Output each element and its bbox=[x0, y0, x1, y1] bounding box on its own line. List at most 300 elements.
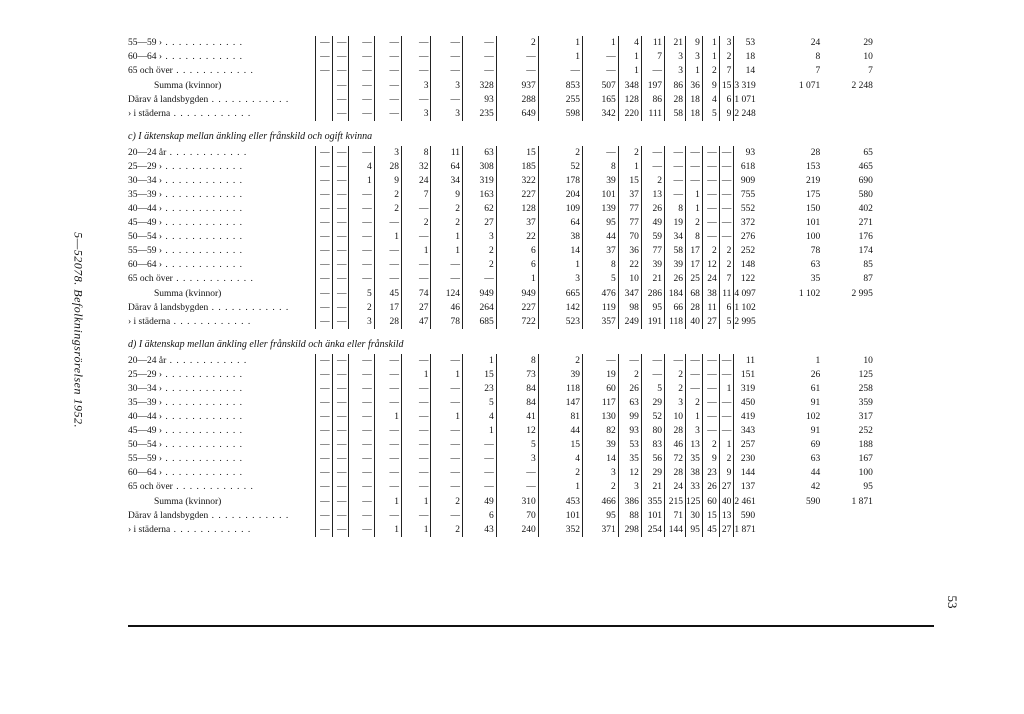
table-cell: 64 bbox=[538, 216, 582, 230]
table-cell: — bbox=[349, 272, 374, 286]
table-cell: 7 bbox=[719, 64, 734, 78]
table-cell: 2 bbox=[374, 202, 401, 216]
table-cell: 342 bbox=[582, 107, 618, 121]
table-cell: 88 bbox=[618, 509, 641, 523]
table-cell: 174 bbox=[858, 245, 873, 256]
table-cell: 1 871 bbox=[734, 524, 756, 535]
table-row bbox=[128, 216, 934, 230]
table-cell: — bbox=[374, 64, 401, 78]
table-row bbox=[128, 188, 934, 202]
table-cell: 52 bbox=[641, 410, 664, 424]
table-cell: — bbox=[702, 188, 719, 202]
table-cell: 119 bbox=[582, 301, 618, 315]
table-cell: 9 bbox=[374, 174, 401, 188]
table-cell: 3 bbox=[719, 36, 734, 50]
table-row bbox=[128, 424, 934, 438]
table-cell: — bbox=[463, 438, 497, 452]
table-cell: 11 bbox=[745, 355, 756, 366]
table-cell: — bbox=[332, 424, 349, 438]
table-cell: 240 bbox=[496, 523, 538, 537]
table-cell: 453 bbox=[538, 494, 582, 509]
table-cell: 755 bbox=[740, 189, 756, 200]
table-cell: 1 bbox=[402, 523, 431, 537]
table-cell: — bbox=[349, 258, 374, 272]
table-cell: 191 bbox=[641, 315, 664, 329]
table-cell: — bbox=[349, 216, 374, 230]
table-cell: 86 bbox=[665, 78, 686, 93]
table-cell: 77 bbox=[618, 216, 641, 230]
table-cell: 8 bbox=[582, 160, 618, 174]
table-cell: 1 bbox=[686, 188, 703, 202]
row-label bbox=[128, 174, 315, 188]
table-cell: 7 bbox=[868, 65, 873, 76]
table-cell: — bbox=[402, 396, 431, 410]
table-cell: 151 bbox=[740, 369, 756, 380]
table-cell bbox=[822, 509, 875, 523]
table-cell: 148 bbox=[740, 259, 756, 270]
table-cell bbox=[315, 78, 332, 93]
table-cell: 14 bbox=[745, 65, 756, 76]
table-cell: — bbox=[719, 410, 734, 424]
table-cell: — bbox=[402, 382, 431, 396]
table-cell: — bbox=[349, 494, 374, 509]
table-cell: 219 bbox=[806, 175, 821, 186]
table-cell: 18 bbox=[686, 93, 703, 107]
table-cell: 10 bbox=[665, 410, 686, 424]
table-cell: — bbox=[402, 93, 431, 107]
table-cell: — bbox=[315, 382, 332, 396]
table-cell: — bbox=[719, 188, 734, 202]
section-heading-row bbox=[128, 121, 934, 146]
table-cell: 58 bbox=[665, 244, 686, 258]
table-cell: — bbox=[702, 230, 719, 244]
table-row bbox=[128, 107, 934, 121]
table-row bbox=[128, 301, 934, 315]
row-label-text: 65 och över bbox=[128, 273, 173, 284]
table-cell: 102 bbox=[806, 411, 821, 422]
row-label-text: 25—29 › bbox=[128, 369, 163, 380]
bottom-rule bbox=[128, 625, 934, 627]
table-cell: — bbox=[374, 36, 401, 50]
table-cell: 722 bbox=[496, 315, 538, 329]
table-cell: — bbox=[374, 272, 401, 286]
table-cell: — bbox=[315, 244, 332, 258]
table-cell: 450 bbox=[740, 397, 756, 408]
leader-dots: . . . . . . . . . . . . bbox=[162, 245, 244, 256]
table-cell: 590 bbox=[740, 510, 756, 521]
table-cell: 49 bbox=[463, 494, 497, 509]
table-cell: 2 bbox=[702, 244, 719, 258]
table-cell: — bbox=[315, 523, 332, 537]
table-cell: 93 bbox=[463, 93, 497, 107]
table-cell: 73 bbox=[496, 368, 538, 382]
table-cell: 28 bbox=[665, 93, 686, 107]
table-row bbox=[128, 50, 934, 64]
table-cell: — bbox=[431, 354, 463, 368]
table-cell: 1 bbox=[402, 244, 431, 258]
table-cell: 44 bbox=[538, 424, 582, 438]
table-cell: — bbox=[402, 480, 431, 494]
table-cell: — bbox=[686, 382, 703, 396]
row-label bbox=[128, 438, 315, 452]
row-label-text: 50—54 › bbox=[128, 231, 163, 242]
table-cell: — bbox=[374, 216, 401, 230]
table-cell: 15 bbox=[538, 438, 582, 452]
table-cell: 257 bbox=[740, 439, 756, 450]
table-cell: — bbox=[349, 36, 374, 50]
table-cell: 85 bbox=[863, 259, 873, 270]
table-cell: 1 bbox=[538, 36, 582, 50]
table-cell: 1 bbox=[463, 424, 497, 438]
table-cell: 24 bbox=[702, 272, 719, 286]
table-cell: — bbox=[402, 258, 431, 272]
table-cell: 72 bbox=[665, 452, 686, 466]
table-cell: 163 bbox=[463, 188, 497, 202]
table-cell: 649 bbox=[496, 107, 538, 121]
row-label bbox=[128, 244, 315, 258]
table-cell: 77 bbox=[641, 244, 664, 258]
table-cell: 99 bbox=[618, 410, 641, 424]
table-cell: — bbox=[431, 480, 463, 494]
table-cell: 317 bbox=[858, 411, 873, 422]
table-cell: 11 bbox=[702, 301, 719, 315]
table-cell: 37 bbox=[582, 244, 618, 258]
table-cell: 204 bbox=[538, 188, 582, 202]
row-label bbox=[128, 230, 315, 244]
table-cell: 100 bbox=[806, 231, 821, 242]
table-cell: — bbox=[332, 480, 349, 494]
table-cell: — bbox=[374, 258, 401, 272]
table-cell: 45 bbox=[374, 286, 401, 301]
table-cell: 1 bbox=[374, 523, 401, 537]
table-cell: 8 bbox=[815, 51, 821, 62]
leader-dots: . . . . . . . . . . . . bbox=[162, 217, 244, 228]
table-cell: — bbox=[374, 509, 401, 523]
table-cell: — bbox=[374, 438, 401, 452]
row-label-text: Summa (kvinnor) bbox=[154, 496, 222, 507]
table-cell: — bbox=[702, 202, 719, 216]
table-cell bbox=[757, 107, 822, 121]
table-cell: 1 bbox=[538, 50, 582, 64]
row-label-text: › i städerna bbox=[128, 316, 171, 327]
table-cell: 2 bbox=[463, 244, 497, 258]
table-cell: — bbox=[431, 396, 463, 410]
table-cell: — bbox=[315, 438, 332, 452]
row-label bbox=[128, 78, 315, 93]
table-cell: 2 bbox=[538, 146, 582, 160]
table-cell: — bbox=[315, 230, 332, 244]
table-cell: — bbox=[315, 315, 332, 329]
table-cell: 40 bbox=[686, 315, 703, 329]
table-cell: 1 bbox=[538, 480, 582, 494]
table-cell: 93 bbox=[745, 147, 756, 158]
table-cell: 46 bbox=[431, 301, 463, 315]
table-cell: — bbox=[463, 480, 497, 494]
table-cell: 4 bbox=[463, 410, 497, 424]
table-cell: — bbox=[349, 509, 374, 523]
table-cell: 118 bbox=[538, 382, 582, 396]
table-cell: 2 bbox=[719, 244, 734, 258]
leader-dots: . . . . . . . . . . . . bbox=[162, 453, 244, 464]
section-heading-row bbox=[128, 329, 934, 354]
table-cell: 271 bbox=[858, 217, 873, 228]
table-cell: 63 bbox=[810, 259, 821, 270]
table-cell: 98 bbox=[618, 301, 641, 315]
table-cell: — bbox=[315, 410, 332, 424]
table-cell: 46 bbox=[665, 438, 686, 452]
row-label-text: 45—49 › bbox=[128, 425, 163, 436]
table-cell: — bbox=[315, 494, 332, 509]
row-label-text: Summa (kvinnor) bbox=[154, 80, 222, 91]
table-cell: 2 bbox=[349, 301, 374, 315]
table-cell: — bbox=[315, 216, 332, 230]
table-cell: 36 bbox=[618, 244, 641, 258]
row-label bbox=[128, 315, 315, 329]
table-cell: — bbox=[665, 174, 686, 188]
table-cell: 29 bbox=[641, 396, 664, 410]
table-cell: 81 bbox=[538, 410, 582, 424]
table-cell: 39 bbox=[665, 258, 686, 272]
table-cell: 35 bbox=[810, 273, 821, 284]
table-cell: — bbox=[719, 146, 734, 160]
table-cell: — bbox=[463, 466, 497, 480]
row-label bbox=[128, 382, 315, 396]
table-cell: 1 bbox=[431, 244, 463, 258]
table-cell: 2 bbox=[686, 396, 703, 410]
table-cell: — bbox=[496, 466, 538, 480]
table-cell: 2 995 bbox=[734, 316, 756, 327]
table-cell: — bbox=[332, 523, 349, 537]
leader-dots: . . . . . . . . . . . . bbox=[162, 37, 244, 48]
table-cell: 1 bbox=[496, 272, 538, 286]
table-cell: 10 bbox=[618, 272, 641, 286]
table-cell: 62 bbox=[463, 202, 497, 216]
leader-dots: . . . . . . . . . . . . bbox=[208, 94, 290, 105]
table-cell: 1 bbox=[618, 50, 641, 64]
table-cell: 276 bbox=[740, 231, 756, 242]
table-cell: 1 bbox=[686, 202, 703, 216]
table-cell: 19 bbox=[582, 368, 618, 382]
table-cell: 343 bbox=[740, 425, 756, 436]
table-cell bbox=[822, 523, 875, 537]
row-label-text: 60—64 › bbox=[128, 51, 163, 62]
table-cell: — bbox=[463, 452, 497, 466]
table-cell: — bbox=[332, 438, 349, 452]
table-cell: 24 bbox=[402, 174, 431, 188]
table-cell: — bbox=[374, 354, 401, 368]
table-cell: 28 bbox=[374, 160, 401, 174]
table-cell: 552 bbox=[740, 203, 756, 214]
table-cell: 357 bbox=[582, 315, 618, 329]
leader-dots: . . . . . . . . . . . . bbox=[170, 316, 252, 327]
table-cell: 137 bbox=[740, 481, 756, 492]
row-label bbox=[128, 368, 315, 382]
leader-dots: . . . . . . . . . . . . bbox=[170, 108, 252, 119]
table-row bbox=[128, 244, 934, 258]
table-cell: 28 bbox=[686, 301, 703, 315]
table-cell: 359 bbox=[858, 397, 873, 408]
table-cell: — bbox=[332, 216, 349, 230]
table-cell: 322 bbox=[496, 174, 538, 188]
row-label-text: 55—59 › bbox=[128, 245, 163, 256]
table-cell: 32 bbox=[402, 160, 431, 174]
table-cell: 2 bbox=[463, 258, 497, 272]
table-cell: — bbox=[315, 272, 332, 286]
table-cell: 252 bbox=[858, 425, 873, 436]
table-cell: — bbox=[374, 368, 401, 382]
table-cell: 84 bbox=[496, 396, 538, 410]
table-cell: 685 bbox=[463, 315, 497, 329]
row-label bbox=[128, 258, 315, 272]
table-cell: — bbox=[402, 424, 431, 438]
table-row bbox=[128, 480, 934, 494]
table-cell: 6 bbox=[719, 301, 734, 315]
table-cell: — bbox=[686, 174, 703, 188]
table-cell: 175 bbox=[806, 189, 821, 200]
table-cell: — bbox=[349, 382, 374, 396]
row-label-text: 55—59 › bbox=[128, 453, 163, 464]
table-cell: 167 bbox=[858, 453, 873, 464]
table-cell: — bbox=[315, 174, 332, 188]
table-cell: 95 bbox=[863, 481, 873, 492]
table-cell: 144 bbox=[665, 523, 686, 537]
table-cell: — bbox=[332, 50, 349, 64]
table-cell: 523 bbox=[538, 315, 582, 329]
table-cell: 288 bbox=[496, 93, 538, 107]
table-cell: 235 bbox=[463, 107, 497, 121]
table-row bbox=[128, 174, 934, 188]
table-cell: — bbox=[349, 188, 374, 202]
table-cell: 5 bbox=[702, 107, 719, 121]
leader-dots: . . . . . . . . . . . . bbox=[162, 411, 244, 422]
table-cell: — bbox=[719, 368, 734, 382]
table-cell: — bbox=[402, 36, 431, 50]
leader-dots: . . . . . . . . . . . . bbox=[172, 481, 254, 492]
table-cell: 3 bbox=[349, 315, 374, 329]
table-cell: — bbox=[641, 368, 664, 382]
table-cell: 7 bbox=[815, 65, 821, 76]
table-cell: 13 bbox=[719, 509, 734, 523]
table-cell: 21 bbox=[665, 36, 686, 50]
table-cell: 2 bbox=[431, 216, 463, 230]
table-cell: 26 bbox=[641, 202, 664, 216]
table-row bbox=[128, 230, 934, 244]
leader-dots: . . . . . . . . . . . . bbox=[162, 467, 244, 478]
table-cell: 7 bbox=[719, 272, 734, 286]
row-label bbox=[128, 509, 315, 523]
row-label bbox=[128, 424, 315, 438]
table-cell: — bbox=[641, 160, 664, 174]
table-cell: 230 bbox=[740, 453, 756, 464]
table-cell: — bbox=[374, 244, 401, 258]
table-cell: 3 bbox=[665, 50, 686, 64]
table-cell: 1 871 bbox=[851, 496, 873, 507]
table-cell: 139 bbox=[582, 202, 618, 216]
table-cell: — bbox=[332, 452, 349, 466]
table-cell: 39 bbox=[582, 174, 618, 188]
table-cell: — bbox=[374, 452, 401, 466]
table-cell: — bbox=[431, 258, 463, 272]
table-cell: 4 097 bbox=[734, 288, 756, 299]
table-cell: 184 bbox=[665, 286, 686, 301]
table-cell: — bbox=[402, 438, 431, 452]
table-cell: 13 bbox=[686, 438, 703, 452]
table-cell: 21 bbox=[641, 480, 664, 494]
table-cell: 118 bbox=[665, 315, 686, 329]
row-label bbox=[128, 202, 315, 216]
table-cell: — bbox=[349, 64, 374, 78]
table-cell: — bbox=[374, 382, 401, 396]
table-cell: — bbox=[315, 466, 332, 480]
table-cell: 1 bbox=[431, 368, 463, 382]
table-cell: — bbox=[374, 93, 401, 107]
row-label bbox=[128, 410, 315, 424]
table-cell: 1 bbox=[538, 258, 582, 272]
table-cell: 64 bbox=[431, 160, 463, 174]
table-cell: 124 bbox=[431, 286, 463, 301]
table-cell: 24 bbox=[665, 480, 686, 494]
table-cell: 2 bbox=[402, 216, 431, 230]
table-cell: 14 bbox=[538, 244, 582, 258]
table-cell: 2 bbox=[641, 174, 664, 188]
table-cell: 8 bbox=[665, 202, 686, 216]
table-cell: 41 bbox=[496, 410, 538, 424]
table-cell: 1 bbox=[402, 368, 431, 382]
table-cell: — bbox=[315, 188, 332, 202]
table-cell bbox=[757, 523, 822, 537]
table-cell: 17 bbox=[686, 258, 703, 272]
table-cell: — bbox=[463, 36, 497, 50]
table-cell: — bbox=[315, 36, 332, 50]
table-cell: 23 bbox=[702, 466, 719, 480]
table-cell: 80 bbox=[641, 424, 664, 438]
table-cell: 38 bbox=[686, 466, 703, 480]
row-label bbox=[128, 188, 315, 202]
table-cell: 1 bbox=[431, 410, 463, 424]
leader-dots: . . . . . . . . . . . . bbox=[166, 147, 248, 158]
table-cell: 49 bbox=[641, 216, 664, 230]
row-label bbox=[128, 480, 315, 494]
table-cell: — bbox=[665, 354, 686, 368]
leader-dots: . . . . . . . . . . . . bbox=[208, 302, 290, 313]
table-cell: — bbox=[702, 174, 719, 188]
leader-dots: . . . . . . . . . . . . bbox=[162, 369, 244, 380]
table-cell: — bbox=[315, 368, 332, 382]
table-cell bbox=[315, 107, 332, 121]
table-cell: 83 bbox=[641, 438, 664, 452]
table-cell: 419 bbox=[740, 411, 756, 422]
table-cell: — bbox=[402, 64, 431, 78]
table-cell: — bbox=[538, 64, 582, 78]
table-cell: 56 bbox=[641, 452, 664, 466]
table-cell: 17 bbox=[374, 301, 401, 315]
table-cell: 254 bbox=[641, 523, 664, 537]
table-cell: 63 bbox=[810, 453, 821, 464]
table-cell: 128 bbox=[496, 202, 538, 216]
row-label bbox=[128, 160, 315, 174]
statistics-table bbox=[128, 36, 934, 537]
table-cell: — bbox=[332, 301, 349, 315]
table-row bbox=[128, 315, 934, 329]
table-cell: 215 bbox=[665, 494, 686, 509]
table-row bbox=[128, 354, 934, 368]
table-cell: — bbox=[349, 438, 374, 452]
table-cell: 95 bbox=[582, 216, 618, 230]
table-cell: 1 bbox=[686, 410, 703, 424]
table-cell: 3 bbox=[538, 272, 582, 286]
table-cell: 185 bbox=[496, 160, 538, 174]
table-cell: — bbox=[315, 50, 332, 64]
